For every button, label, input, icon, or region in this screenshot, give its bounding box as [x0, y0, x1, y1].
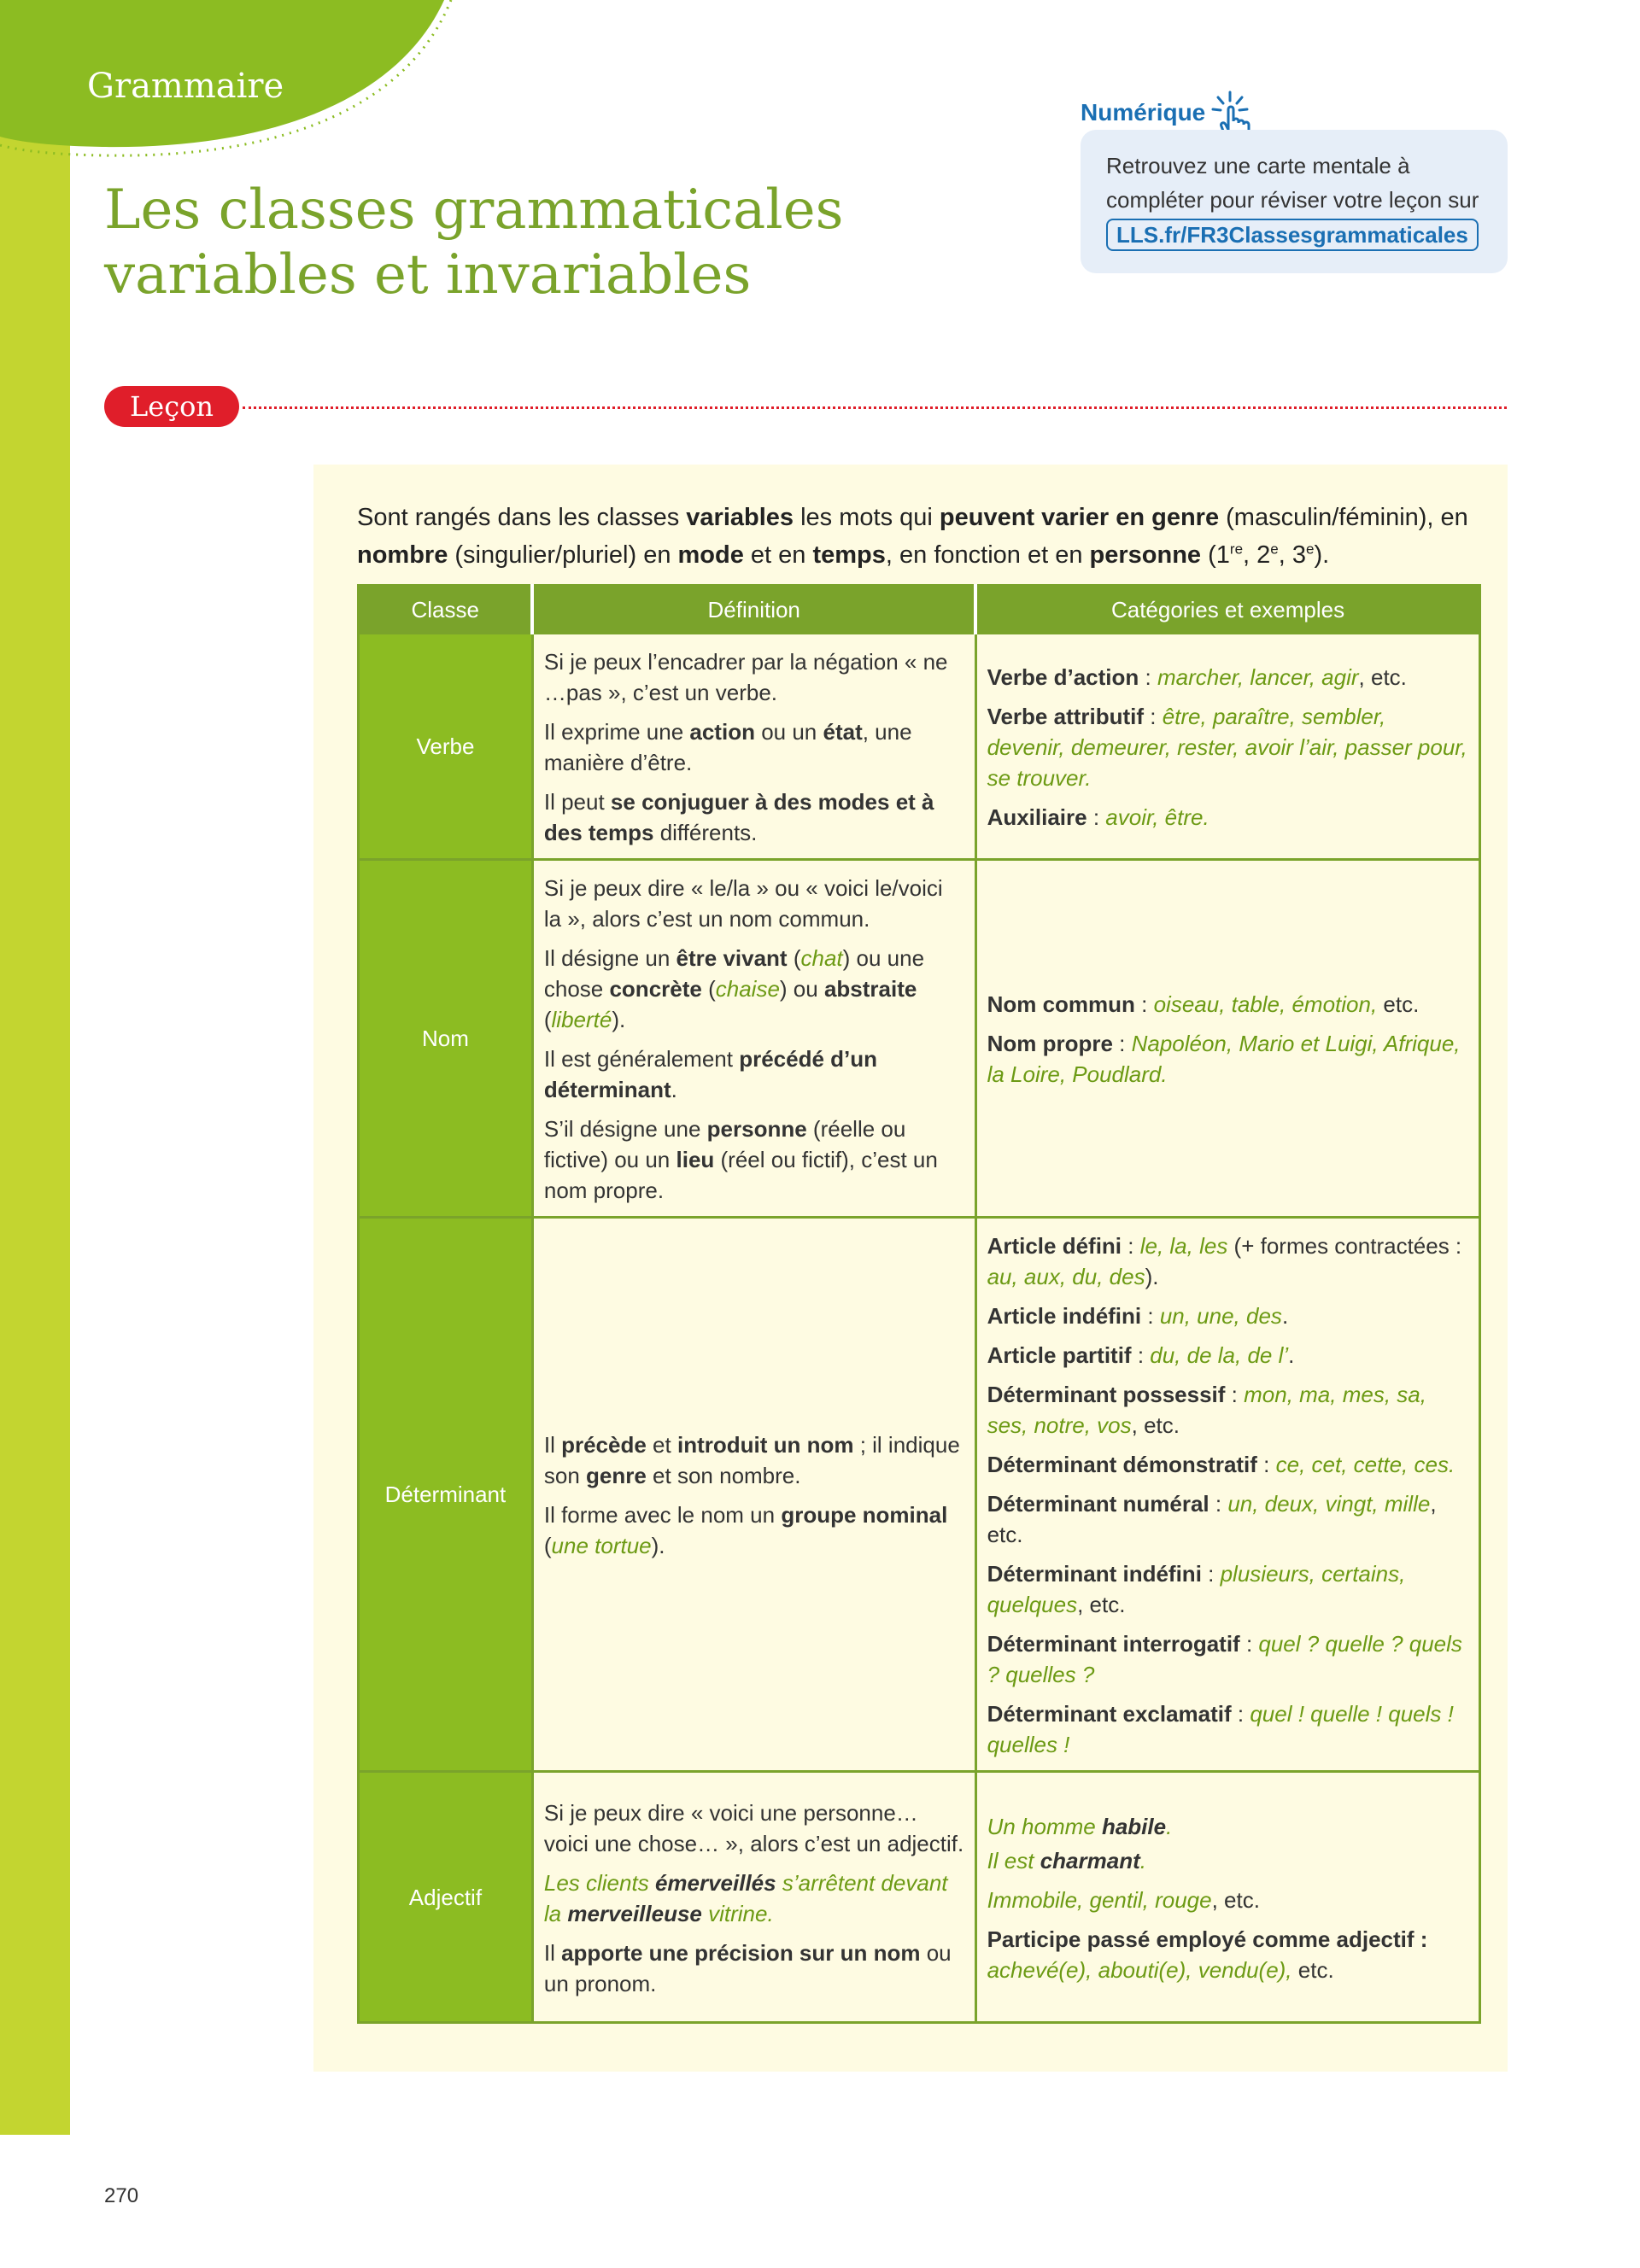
title-line-2: variables et invariables [104, 243, 752, 307]
categories-verbe: Verbe d’action : marcher, lancer, agir, etc. Verbe attributif : être, paraître, sembler, devenir, demeurer, rester, avoir l’air, passer pour, se trouver. Auxiliaire : avoir, être. [975, 634, 1479, 860]
header-definition: Définition [532, 586, 975, 634]
grammar-table [357, 584, 1481, 2024]
table-row-determinant [359, 1218, 1480, 1772]
intro-paragraph: Sont rangés dans les classes variables les mots qui peuvent varier en genre (masculin/féminin), en nombre (singulier/pluriel) en mode et en temps, en fonction et en personne (1re, 2e, 3e). [357, 504, 1468, 569]
numerique-text: Retrouvez une carte mentale à compléter pour réviser votre leçon sur [1106, 153, 1479, 213]
header-categories: Catégories et exemples [975, 586, 1479, 634]
left-color-band [0, 0, 70, 2135]
categories-nom: Nom commun : oiseau, table, émotion, etc. Nom propre : Napoléon, Mario et Luigi, Afrique, la Loire, Poudlard. [975, 860, 1479, 1218]
header-classe: Classe [359, 586, 533, 634]
class-adjectif: Adjectif [359, 1772, 533, 2023]
lecon-divider [243, 406, 1507, 409]
numerique-label: Numérique [1081, 99, 1206, 126]
class-nom: Nom [359, 860, 533, 1218]
numerique-link[interactable]: LLS.fr/FR3Classesgrammaticales [1106, 219, 1479, 251]
definition-determinant: Il précède et introduit un nom ; il indique son genre et son nombre. Il forme avec le nom un groupe nominal (une tortue). [532, 1218, 975, 1772]
class-determinant: Déterminant [359, 1218, 533, 1772]
section-label: Grammaire [87, 67, 284, 106]
class-verbe: Verbe [359, 634, 533, 860]
table-header-row [359, 586, 1480, 634]
categories-determinant: Article défini : le, la, les (+ formes contractées : au, aux, du, des). Article indéfini : un, une, des. Article partitif : du, de la, de l’. Déterminant possessif : mon, ma, mes, sa, ses, notre, vos, etc. Déterminant démonstratif : ce, cet, cette, ces. Déterminant numéral : un, deux, vingt, mille, etc. Déterminant indéfini : plusieurs, certains, quelques, etc. Déterminant interrogatif : quel ? quelle ? quels ? quelles ? Déterminant exclamatif : quel ! quelle ! quels ! quelles ! [975, 1218, 1479, 1772]
categories-adjectif: Un homme habile. Il est charmant. Immobile, gentil, rouge, etc. Participe passé employé comme adjectif : achevé(e), abouti(e), vendu(e), etc. [975, 1772, 1479, 2023]
definition-verbe: Si je peux l’encadrer par la négation « ne …pas », c’est un verbe. Il exprime une action ou un état, une manière d’être. Il peut se conjuguer à des modes et à des temps différents. [532, 634, 975, 860]
page-title [104, 178, 843, 307]
definition-nom: Si je peux dire « le/la » ou « voici le/voici la », alors c’est un nom commun. Il désigne un être vivant (chat) ou une chose concrète (chaise) ou abstraite (liberté). Il est généralement précédé d’un déterminant. S’il désigne une personne (réelle ou fictive) ou un lieu (réel ou fictif), c’est un nom propre. [532, 860, 975, 1218]
table-row-adjectif [359, 1772, 1480, 2023]
lecon-badge: Leçon [104, 386, 239, 427]
title-line-1: Les classes grammaticales [104, 178, 844, 242]
table-row-nom [359, 860, 1480, 1218]
numerique-box [1081, 130, 1508, 273]
page-number: 270 [104, 2184, 139, 2207]
table-row-verbe [359, 634, 1480, 860]
definition-adjectif: Si je peux dire « voici une personne… voici une chose… », alors c’est un adjectif. Les clients émerveillés s’arrêtent devant la merveilleuse vitrine. Il apporte une précision sur un nom ou un pronom. [532, 1772, 975, 2023]
